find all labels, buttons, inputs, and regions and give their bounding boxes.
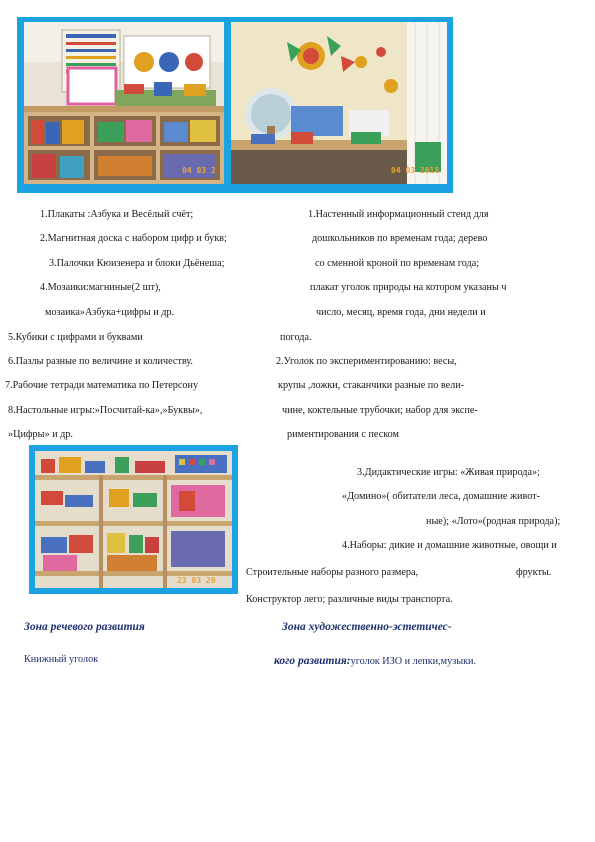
art-zone-title-cont: кого развития: (274, 655, 351, 667)
right-item-1-l4: плакат уголок природы на котором указаны ч (310, 282, 507, 293)
speech-zone-title: Зона речевого развития (24, 621, 145, 633)
left-item-4: 4.Мозаики:магниные(2 шт), (40, 282, 161, 293)
right-item-1-l3: со сменной кроной по временам года; (315, 258, 480, 269)
left-item-8-cont: »Цифры» и др. (8, 429, 73, 440)
right-item-3: 3.Дидактические игры: «Живая природа»; (357, 467, 540, 478)
right-item-1-l6: погода. (280, 332, 312, 343)
right-item-2-l2: крупы ,ложки, стаканчики разные по вели- (278, 380, 465, 391)
left-item-6: 6.Пазлы разные по величине и количеству. (8, 356, 193, 367)
top-left-photo (24, 22, 224, 184)
builders-fruits: фрукты. (516, 567, 552, 578)
photo-date-stamp-right: 04 03 2018 (391, 166, 440, 175)
art-zone-line (274, 651, 476, 669)
right-item-2-l3: чине, коктельные трубочки; набор для экспе- (282, 405, 478, 416)
speech-zone-text: Книжный уголок (24, 654, 99, 665)
builders-line-2: Конструктор лего; различные виды транспорта. (246, 594, 453, 605)
right-item-1-l2: дошкольников по временам года; дерево (312, 233, 488, 244)
left-item-5: 5.Кубики с цифрами и буквами (8, 332, 143, 343)
right-item-3-l3: ные); «Лото»(родная природа); (426, 516, 561, 527)
left-item-8: 8.Настольные игры:»Посчитай-ка»,»Буквы», (8, 405, 203, 416)
photo-date-stamp-mid: 23 03 20 (177, 576, 216, 585)
right-item-2: 2.Уголок по экспериментированию: весы, (276, 356, 457, 367)
right-item-4: 4.Наборы: дикие и домашние животные, овощи и (342, 540, 557, 551)
left-item-7: 7.Рабочие тетради математика по Петерсону (5, 380, 199, 391)
photo-date-stamp: 04 03 2 (182, 166, 216, 175)
left-item-2: 2.Магнитная доска с набором цифр и букв; (40, 233, 227, 244)
left-item-1: 1.Плакаты :Азбука и Весёлый счёт; (40, 209, 194, 220)
builders-line-1: Строительные наборы разного размера, (246, 567, 419, 578)
art-zone-text: уголок ИЗО и лепки, (350, 656, 441, 667)
top-right-photo (231, 22, 447, 184)
right-item-3-l2: «Домино»( обитатели леса, домашние живот- (342, 491, 540, 502)
mid-photo (35, 451, 232, 588)
right-item-1: 1.Настенный информационный стенд для (308, 209, 489, 220)
art-zone-text-2: музыки. (440, 656, 477, 667)
left-item-4-cont: мозаика»Азбука+цифры и др. (45, 307, 175, 318)
right-item-1-l5: число, месяц, время года, дни недели и (316, 307, 486, 318)
right-item-2-l4: риментирования с песком (287, 429, 399, 440)
art-zone-title: Зона художественно-эстетичес- (282, 621, 452, 633)
left-item-3: 3.Палочки Кюизенера и блоки Дьёнеша; (49, 258, 225, 269)
